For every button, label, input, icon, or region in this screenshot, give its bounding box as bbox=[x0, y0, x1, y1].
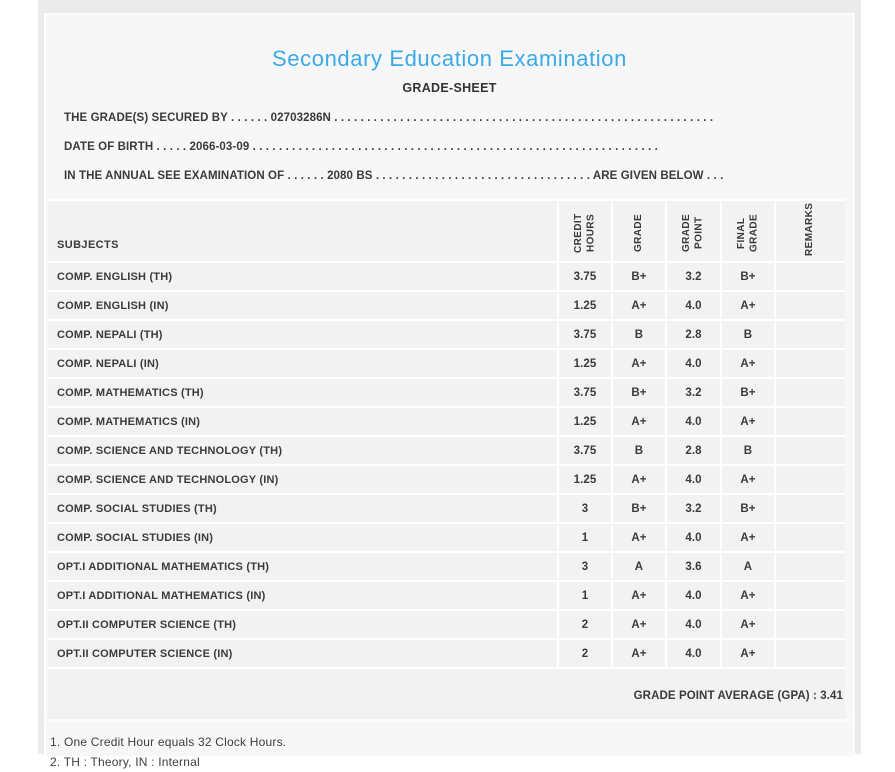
final-grade-cell: B+ bbox=[721, 262, 775, 291]
final-grade-cell: B+ bbox=[721, 494, 775, 523]
credit-hours-cell: 2 bbox=[558, 639, 612, 668]
table-row bbox=[48, 610, 845, 639]
subject-cell: COMP. ENGLISH (TH) bbox=[48, 262, 558, 291]
grade-cell: B+ bbox=[612, 378, 666, 407]
subject-cell: COMP. SCIENCE AND TECHNOLOGY (TH) bbox=[48, 436, 558, 465]
final-grade-cell: A+ bbox=[721, 465, 775, 494]
credit-hours-cell: 3.75 bbox=[558, 262, 612, 291]
subject-cell: OPT.II COMPUTER SCIENCE (TH) bbox=[48, 610, 558, 639]
grade-point-cell: 2.8 bbox=[666, 436, 721, 465]
footnote: 1. One Credit Hour equals 32 Clock Hours. bbox=[50, 735, 287, 749]
page-background bbox=[38, 0, 861, 769]
info-section bbox=[64, 112, 835, 184]
grade-point-cell: 4.0 bbox=[666, 610, 721, 639]
grade-point-cell: 4.0 bbox=[666, 407, 721, 436]
grade-cell: A+ bbox=[612, 581, 666, 610]
dotted-fill: . . . . . bbox=[153, 141, 190, 153]
table-row bbox=[48, 523, 845, 552]
info-label: IN THE ANNUAL SEE EXAMINATION OF bbox=[64, 170, 285, 182]
table-row bbox=[48, 436, 845, 465]
final-grade-cell: A+ bbox=[721, 610, 775, 639]
credit-hours-cell: 1.25 bbox=[558, 407, 612, 436]
grade-cell: A+ bbox=[612, 610, 666, 639]
grade-sheet-card bbox=[44, 13, 855, 769]
header-final-grade bbox=[721, 201, 775, 262]
remarks-cell bbox=[775, 552, 845, 581]
remarks-cell bbox=[775, 523, 845, 552]
final-grade-cell: A+ bbox=[721, 349, 775, 378]
grades-table bbox=[48, 201, 845, 669]
grade-point-cell: 4.0 bbox=[666, 349, 721, 378]
remarks-cell bbox=[775, 349, 845, 378]
remarks-cell bbox=[775, 407, 845, 436]
header-credit-hours bbox=[558, 201, 612, 262]
table-row bbox=[48, 378, 845, 407]
credit-hours-cell: 1.25 bbox=[558, 349, 612, 378]
subject-cell: COMP. SCIENCE AND TECHNOLOGY (IN) bbox=[48, 465, 558, 494]
subject-cell: COMP. MATHEMATICS (TH) bbox=[48, 378, 558, 407]
header-grade-label: GRADE bbox=[632, 213, 644, 253]
grade-cell: B bbox=[612, 436, 666, 465]
info-value: 2080 BS bbox=[327, 170, 373, 182]
header-remarks-label: REMARKS bbox=[804, 202, 816, 256]
table-row bbox=[48, 465, 845, 494]
grade-cell: A+ bbox=[612, 639, 666, 668]
credit-hours-cell: 1 bbox=[558, 523, 612, 552]
header-grade-point-label: GRADE POINT bbox=[681, 213, 705, 253]
subject-cell: COMP. NEPALI (TH) bbox=[48, 320, 558, 349]
final-grade-cell: B+ bbox=[721, 378, 775, 407]
table-header-row bbox=[48, 201, 845, 262]
dotted-fill: . . . . . . . . . . . . . . . . . . . . . . . . . . . . . . . . . bbox=[372, 170, 593, 182]
header-grade-point bbox=[666, 201, 721, 262]
info-line bbox=[64, 112, 835, 126]
subject-cell: COMP. NEPALI (IN) bbox=[48, 349, 558, 378]
credit-hours-cell: 1.25 bbox=[558, 291, 612, 320]
grade-point-cell: 4.0 bbox=[666, 639, 721, 668]
final-grade-cell: B bbox=[721, 320, 775, 349]
info-suffix: ARE GIVEN BELOW . . . bbox=[592, 170, 724, 182]
grade-cell: A+ bbox=[612, 523, 666, 552]
header-grade bbox=[612, 201, 666, 262]
final-grade-cell: A+ bbox=[721, 291, 775, 320]
remarks-cell bbox=[775, 581, 845, 610]
grade-point-cell: 4.0 bbox=[666, 523, 721, 552]
remarks-cell bbox=[775, 639, 845, 668]
remarks-cell bbox=[775, 262, 845, 291]
remarks-cell bbox=[775, 436, 845, 465]
header-remarks bbox=[775, 201, 845, 262]
table-row bbox=[48, 494, 845, 523]
info-line bbox=[64, 170, 835, 184]
gpa-line: GRADE POINT AVERAGE (GPA) : 3.41 bbox=[633, 690, 843, 702]
final-grade-cell: A bbox=[721, 552, 775, 581]
dotted-fill: . . . . . . . . . . . . . . . . . . . . . . . . . . . . . . . . . . . . . . . . . . . . . . . . . . . . . . . . . . . . . . bbox=[249, 141, 658, 153]
table-row bbox=[48, 291, 845, 320]
remarks-cell bbox=[775, 494, 845, 523]
credit-hours-cell: 3.75 bbox=[558, 378, 612, 407]
grade-cell: A+ bbox=[612, 291, 666, 320]
grade-cell: A+ bbox=[612, 407, 666, 436]
grade-point-cell: 3.2 bbox=[666, 494, 721, 523]
grade-cell: A+ bbox=[612, 349, 666, 378]
grade-point-cell: 3.2 bbox=[666, 378, 721, 407]
final-grade-cell: A+ bbox=[721, 581, 775, 610]
subject-cell: OPT.II COMPUTER SCIENCE (IN) bbox=[48, 639, 558, 668]
subject-cell: COMP. ENGLISH (IN) bbox=[48, 291, 558, 320]
subject-cell: COMP. SOCIAL STUDIES (IN) bbox=[48, 523, 558, 552]
remarks-cell bbox=[775, 378, 845, 407]
info-line bbox=[64, 141, 835, 155]
page-subtitle: GRADE-SHEET bbox=[402, 81, 497, 95]
grade-point-cell: 4.0 bbox=[666, 581, 721, 610]
grade-point-cell: 4.0 bbox=[666, 465, 721, 494]
subject-cell: OPT.I ADDITIONAL MATHEMATICS (IN) bbox=[48, 581, 558, 610]
final-grade-cell: A+ bbox=[721, 639, 775, 668]
table-row bbox=[48, 262, 845, 291]
info-value: 02703286N bbox=[270, 112, 331, 124]
info-value: 2066-03-09 bbox=[189, 141, 250, 153]
remarks-cell bbox=[775, 465, 845, 494]
header-final-grade-label: FINAL GRADE bbox=[735, 213, 759, 253]
dotted-fill: . . . . . . . . . . . . . . . . . . . . . . . . . . . . . . . . . . . . . . . . . . . . . . . . . . . . . . . . . . bbox=[330, 112, 714, 124]
grade-cell: A bbox=[612, 552, 666, 581]
info-label: DATE OF BIRTH bbox=[64, 141, 154, 153]
grade-point-cell: 2.8 bbox=[666, 320, 721, 349]
footnotes-section bbox=[46, 719, 853, 772]
grade-point-cell: 3.2 bbox=[666, 262, 721, 291]
credit-hours-cell: 3 bbox=[558, 494, 612, 523]
subject-cell: COMP. SOCIAL STUDIES (TH) bbox=[48, 494, 558, 523]
footnote: 2. TH : Theory, IN : Internal bbox=[50, 755, 200, 769]
credit-hours-cell: 3.75 bbox=[558, 436, 612, 465]
header-credit-hours-label: CREDIT HOURS bbox=[572, 213, 596, 253]
credit-hours-cell: 1 bbox=[558, 581, 612, 610]
info-label: THE GRADE(S) SECURED BY bbox=[64, 112, 228, 124]
grade-cell: B+ bbox=[612, 262, 666, 291]
final-grade-cell: A+ bbox=[721, 523, 775, 552]
dotted-fill: . . . . . . bbox=[227, 112, 271, 124]
grade-point-cell: 4.0 bbox=[666, 291, 721, 320]
remarks-cell bbox=[775, 320, 845, 349]
dotted-fill: . . . . . . bbox=[284, 170, 328, 182]
remarks-cell bbox=[775, 291, 845, 320]
table-row bbox=[48, 320, 845, 349]
grade-point-cell: 3.6 bbox=[666, 552, 721, 581]
table-row bbox=[48, 349, 845, 378]
credit-hours-cell: 3.75 bbox=[558, 320, 612, 349]
credit-hours-cell: 1.25 bbox=[558, 465, 612, 494]
table-row bbox=[48, 407, 845, 436]
subject-cell: OPT.I ADDITIONAL MATHEMATICS (TH) bbox=[48, 552, 558, 581]
table-row bbox=[48, 639, 845, 668]
credit-hours-cell: 3 bbox=[558, 552, 612, 581]
table-row bbox=[48, 552, 845, 581]
remarks-cell bbox=[775, 610, 845, 639]
final-grade-cell: A+ bbox=[721, 407, 775, 436]
final-grade-cell: B bbox=[721, 436, 775, 465]
table-row bbox=[48, 581, 845, 610]
credit-hours-cell: 2 bbox=[558, 610, 612, 639]
grade-cell: B+ bbox=[612, 494, 666, 523]
grades-table-zone bbox=[48, 199, 845, 719]
page-title: Secondary Education Examination bbox=[272, 46, 627, 71]
table-body bbox=[48, 262, 845, 668]
header-subjects: SUBJECTS bbox=[48, 201, 558, 262]
subject-cell: COMP. MATHEMATICS (IN) bbox=[48, 407, 558, 436]
grade-cell: B bbox=[612, 320, 666, 349]
grade-cell: A+ bbox=[612, 465, 666, 494]
